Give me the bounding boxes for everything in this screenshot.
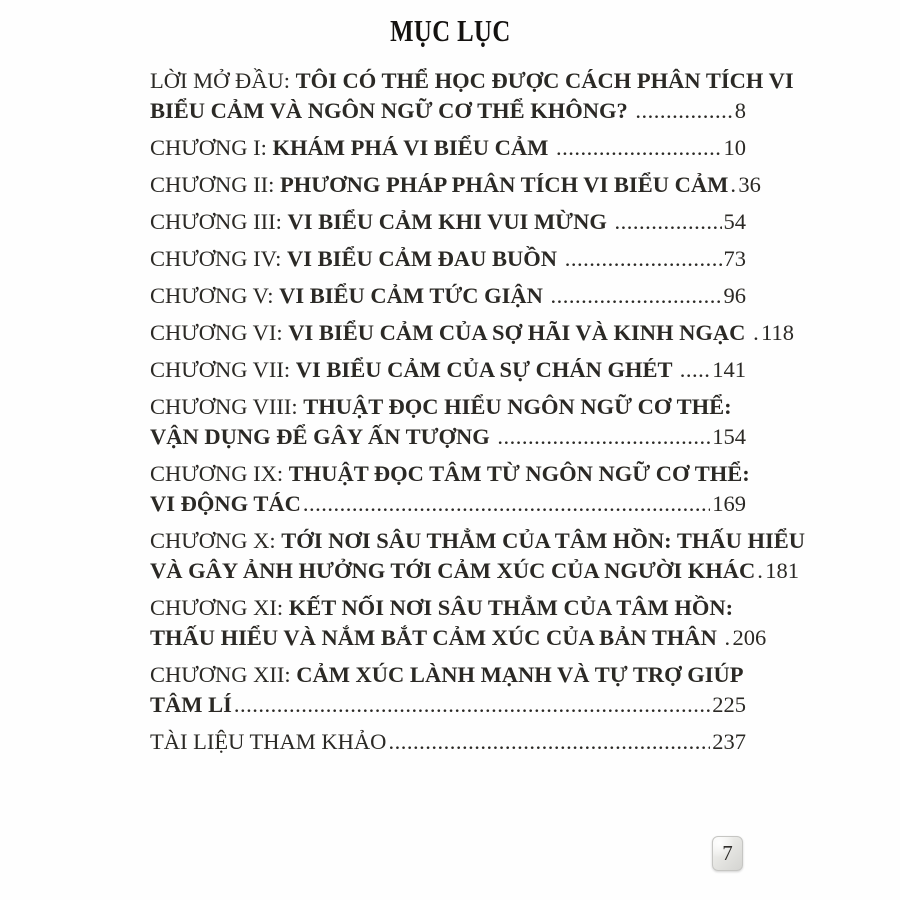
entry-title-text: THUẬT ĐỌC TÂM TỪ NGÔN NGỮ CƠ THỂ:: [288, 461, 750, 486]
toc-entry-line: [150, 660, 746, 690]
entry-page-number: 96: [723, 283, 746, 308]
entry-title-text: VI BIỂU CẢM CỦA SỢ HÃI VÀ KINH NGẠC: [288, 320, 752, 345]
entry-label-text: CHƯƠNG III:: [150, 209, 288, 234]
entry-title-text: VI BIỂU CẢM ĐAU BUỒN: [287, 246, 563, 271]
toc-entry: [150, 392, 746, 452]
entry-title-text: TÔI CÓ THỂ HỌC ĐƯỢC CÁCH PHÂN TÍCH VI: [295, 68, 794, 93]
entry-label-text: CHƯƠNG X:: [150, 528, 282, 553]
entry-label-text: CHƯƠNG VIII:: [150, 394, 304, 419]
toc-list: [150, 66, 806, 764]
toc-entry-line: [150, 556, 799, 586]
entry-page-number: 8: [734, 98, 746, 123]
entry-label-text: CHƯƠNG IX:: [150, 461, 289, 486]
toc-entry: [150, 170, 761, 200]
dot-leader: [386, 727, 710, 757]
entry-title-text: THẤU HIỂU VÀ NẮM BẮT CẢM XÚC CỦA BẢN THÂN: [150, 625, 723, 650]
dot-leader: [755, 556, 763, 586]
entry-page-number: 206: [732, 625, 767, 650]
toc-entry-line: [150, 281, 746, 311]
entry-title-text: TÂM LÍ: [150, 692, 232, 717]
dot-leader: [554, 133, 722, 163]
dot-leader: [232, 690, 710, 720]
entry-page-number: 169: [712, 491, 746, 516]
toc-entry: [150, 318, 794, 348]
entry-title-text: KHÁM PHÁ VI BIỂU CẢM: [272, 135, 554, 160]
toc-entry: [150, 593, 767, 653]
entry-label-text: CHƯƠNG V:: [150, 283, 280, 308]
entry-page-number: 36: [738, 172, 761, 197]
toc-entry: [150, 133, 746, 163]
toc-entry-line: [150, 392, 746, 422]
toc-entry-line: [150, 133, 746, 163]
dot-leader: [728, 170, 736, 200]
entry-label-text: CHƯƠNG XI:: [150, 595, 289, 620]
toc-entry: [150, 727, 746, 757]
toc-entry-line: [150, 66, 794, 96]
entry-title-text: THUẬT ĐỌC HIỂU NGÔN NGỮ CƠ THỂ:: [303, 394, 732, 419]
toc-entry-line: [150, 459, 750, 489]
toc-entry-line: [150, 727, 746, 757]
entry-page-number: 237: [712, 729, 746, 754]
entry-title-text: VẬN DỤNG ĐỂ GÂY ẤN TƯỢNG: [150, 424, 496, 449]
entry-title-text: BIỂU CẢM VÀ NGÔN NGỮ CƠ THỂ KHÔNG?: [150, 98, 634, 123]
entry-label-text: CHƯƠNG I:: [150, 135, 273, 160]
dot-leader: [549, 281, 722, 311]
entry-title-text: VI BIỂU CẢM KHI VUI MỪNG: [287, 209, 613, 234]
entry-label-text: LỜI MỞ ĐẦU:: [150, 68, 296, 93]
page-title-text: MỤC LỤC: [389, 13, 511, 48]
toc-entry-line: [150, 422, 746, 452]
toc-entry: [150, 459, 750, 519]
entry-page-number: 118: [761, 320, 794, 345]
toc-entry-line: [150, 593, 746, 623]
entry-page-number: 141: [712, 357, 746, 382]
entry-title-text: TỚI NƠI SÂU THẲM CỦA TÂM HỒN: THẤU HIỂU: [281, 528, 806, 553]
entry-label-text: CHƯƠNG VI:: [150, 320, 289, 345]
entry-page-number: 225: [712, 692, 746, 717]
entry-title-text: VI ĐỘNG TÁC: [150, 491, 301, 516]
entry-title-text: PHƯƠNG PHÁP PHÂN TÍCH VI BIỂU CẢM: [279, 172, 729, 197]
toc-entry-line: [150, 244, 746, 274]
entry-title-text: KẾT NỐI NƠI SÂU THẲM CỦA TÂM HỒN:: [288, 595, 734, 620]
toc-entry-line: [150, 207, 746, 237]
toc-entry: [150, 526, 806, 586]
entry-label-text: TÀI LIỆU THAM KHẢO: [150, 729, 387, 754]
toc-entry-line: [150, 623, 767, 653]
toc-entry-line: [150, 96, 746, 126]
dot-leader: [301, 489, 710, 519]
toc-entry-line: [150, 355, 746, 385]
toc-entry-line: [150, 318, 794, 348]
dot-leader: [633, 96, 732, 126]
toc-entry: [150, 281, 746, 311]
dot-leader: [563, 244, 722, 274]
toc-entry-line: [150, 170, 761, 200]
entry-label-text: CHƯƠNG II:: [150, 172, 280, 197]
dot-leader: [723, 623, 731, 653]
entry-page-number: 181: [765, 558, 799, 583]
entry-page-number: 54: [723, 209, 746, 234]
page-number-badge: [712, 836, 743, 871]
dot-leader: [495, 422, 710, 452]
entry-label-text: CHƯƠNG VII:: [150, 357, 296, 382]
page-number-text: 7: [722, 841, 733, 865]
page-title: [0, 13, 900, 49]
entry-title-text: VI BIỂU CẢM TỨC GIẬN: [279, 283, 549, 308]
dot-leader: [612, 207, 721, 237]
entry-title-text: CẢM XÚC LÀNH MẠNH VÀ TỰ TRỢ GIÚP: [296, 662, 744, 687]
toc-entry: [150, 244, 746, 274]
toc-entry: [150, 355, 746, 385]
entry-page-number: 73: [723, 246, 746, 271]
toc-entry: [150, 66, 794, 126]
toc-entry: [150, 207, 746, 237]
entry-title-text: VI BIỂU CẢM CỦA SỰ CHÁN GHÉT: [295, 357, 678, 382]
dot-leader: [751, 318, 759, 348]
toc-entry-line: [150, 489, 746, 519]
entry-label-text: CHƯƠNG IV:: [150, 246, 288, 271]
entry-title-text: VÀ GÂY ẢNH HƯỞNG TỚI CẢM XÚC CỦA NGƯỜI KHÁC: [150, 558, 756, 583]
toc-entry-line: [150, 690, 746, 720]
dot-leader: [678, 355, 711, 385]
toc-entry-line: [150, 526, 806, 556]
entry-page-number: 10: [723, 135, 746, 160]
entry-page-number: 154: [712, 424, 746, 449]
entry-label-text: CHƯƠNG XII:: [150, 662, 297, 687]
toc-entry: [150, 660, 746, 720]
